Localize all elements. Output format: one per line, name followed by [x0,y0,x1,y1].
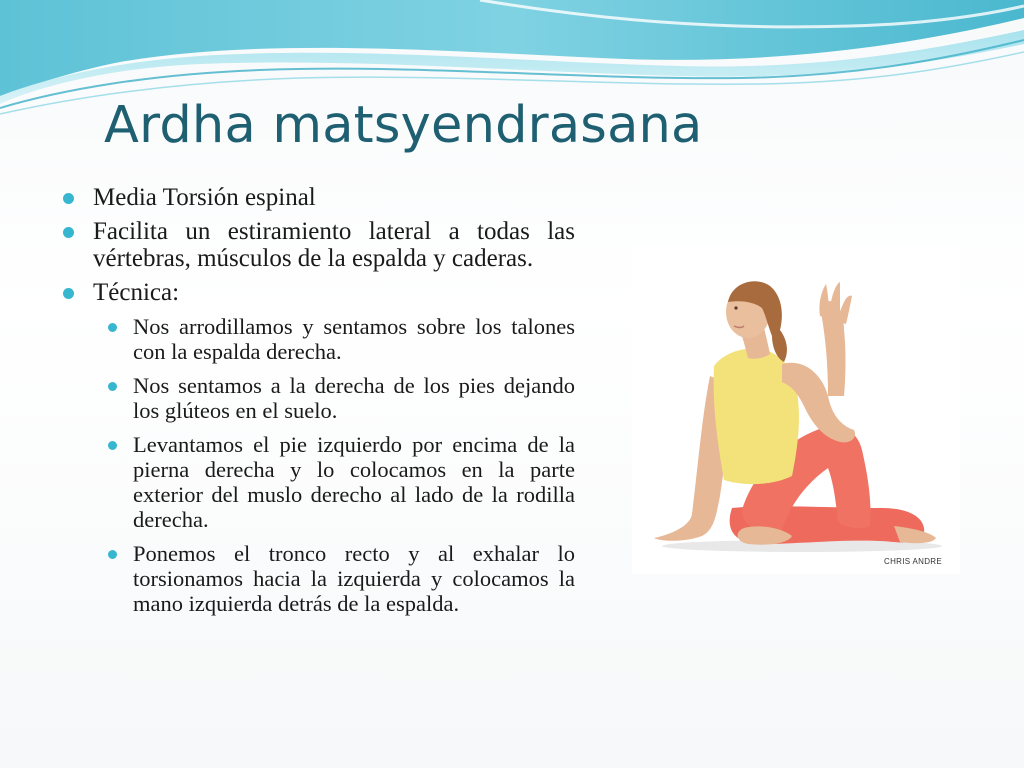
bullet-dot-icon [63,193,74,204]
sub-bullet-item [93,432,575,532]
bullet-text: Facilita un estiramiento lateral a todas las vértebras, músculos de la espalda y caderas. [93,218,575,272]
bullet-list [60,184,575,625]
bullet-item [60,218,575,272]
sub-bullet-list [93,314,575,616]
bullet-dot-icon [108,382,117,391]
sub-bullet-item [93,373,575,423]
bullet-text: Media Torsión espinal [93,184,316,211]
yoga-figure-illustration [632,246,960,574]
bullet-dot-icon [63,288,74,299]
sub-bullet-text: Nos sentamos a la derecha de los pies dejando los glúteos en el suelo. [133,373,575,423]
bullet-item [60,279,575,616]
sub-bullet-item [93,541,575,616]
sub-bullet-item [93,314,575,364]
sub-bullet-text: Ponemos el tronco recto y al exhalar lo torsionamos hacia la izquierda y colocamos la mano izquierda detrás de la espalda. [133,541,575,616]
bullet-dot-icon [108,323,117,332]
slide-title: Ardha matsyendrasana [104,96,703,155]
bullet-dot-icon [108,550,117,559]
sub-bullet-text: Nos arrodillamos y sentamos sobre los talones con la espalda derecha. [133,314,575,364]
bullet-text: Técnica: [93,279,180,306]
sub-bullet-text: Levantamos el pie izquierdo por encima de la pierna derecha y lo colocamos en la parte exterior del muslo derecho al lado de la rodilla derecha. [133,432,575,532]
yoga-pose-photo [632,246,960,574]
bullet-item [60,184,575,211]
photo-credit: CHRIS ANDRE [884,557,942,566]
bullet-dot-icon [108,441,117,450]
bullet-dot-icon [63,227,74,238]
